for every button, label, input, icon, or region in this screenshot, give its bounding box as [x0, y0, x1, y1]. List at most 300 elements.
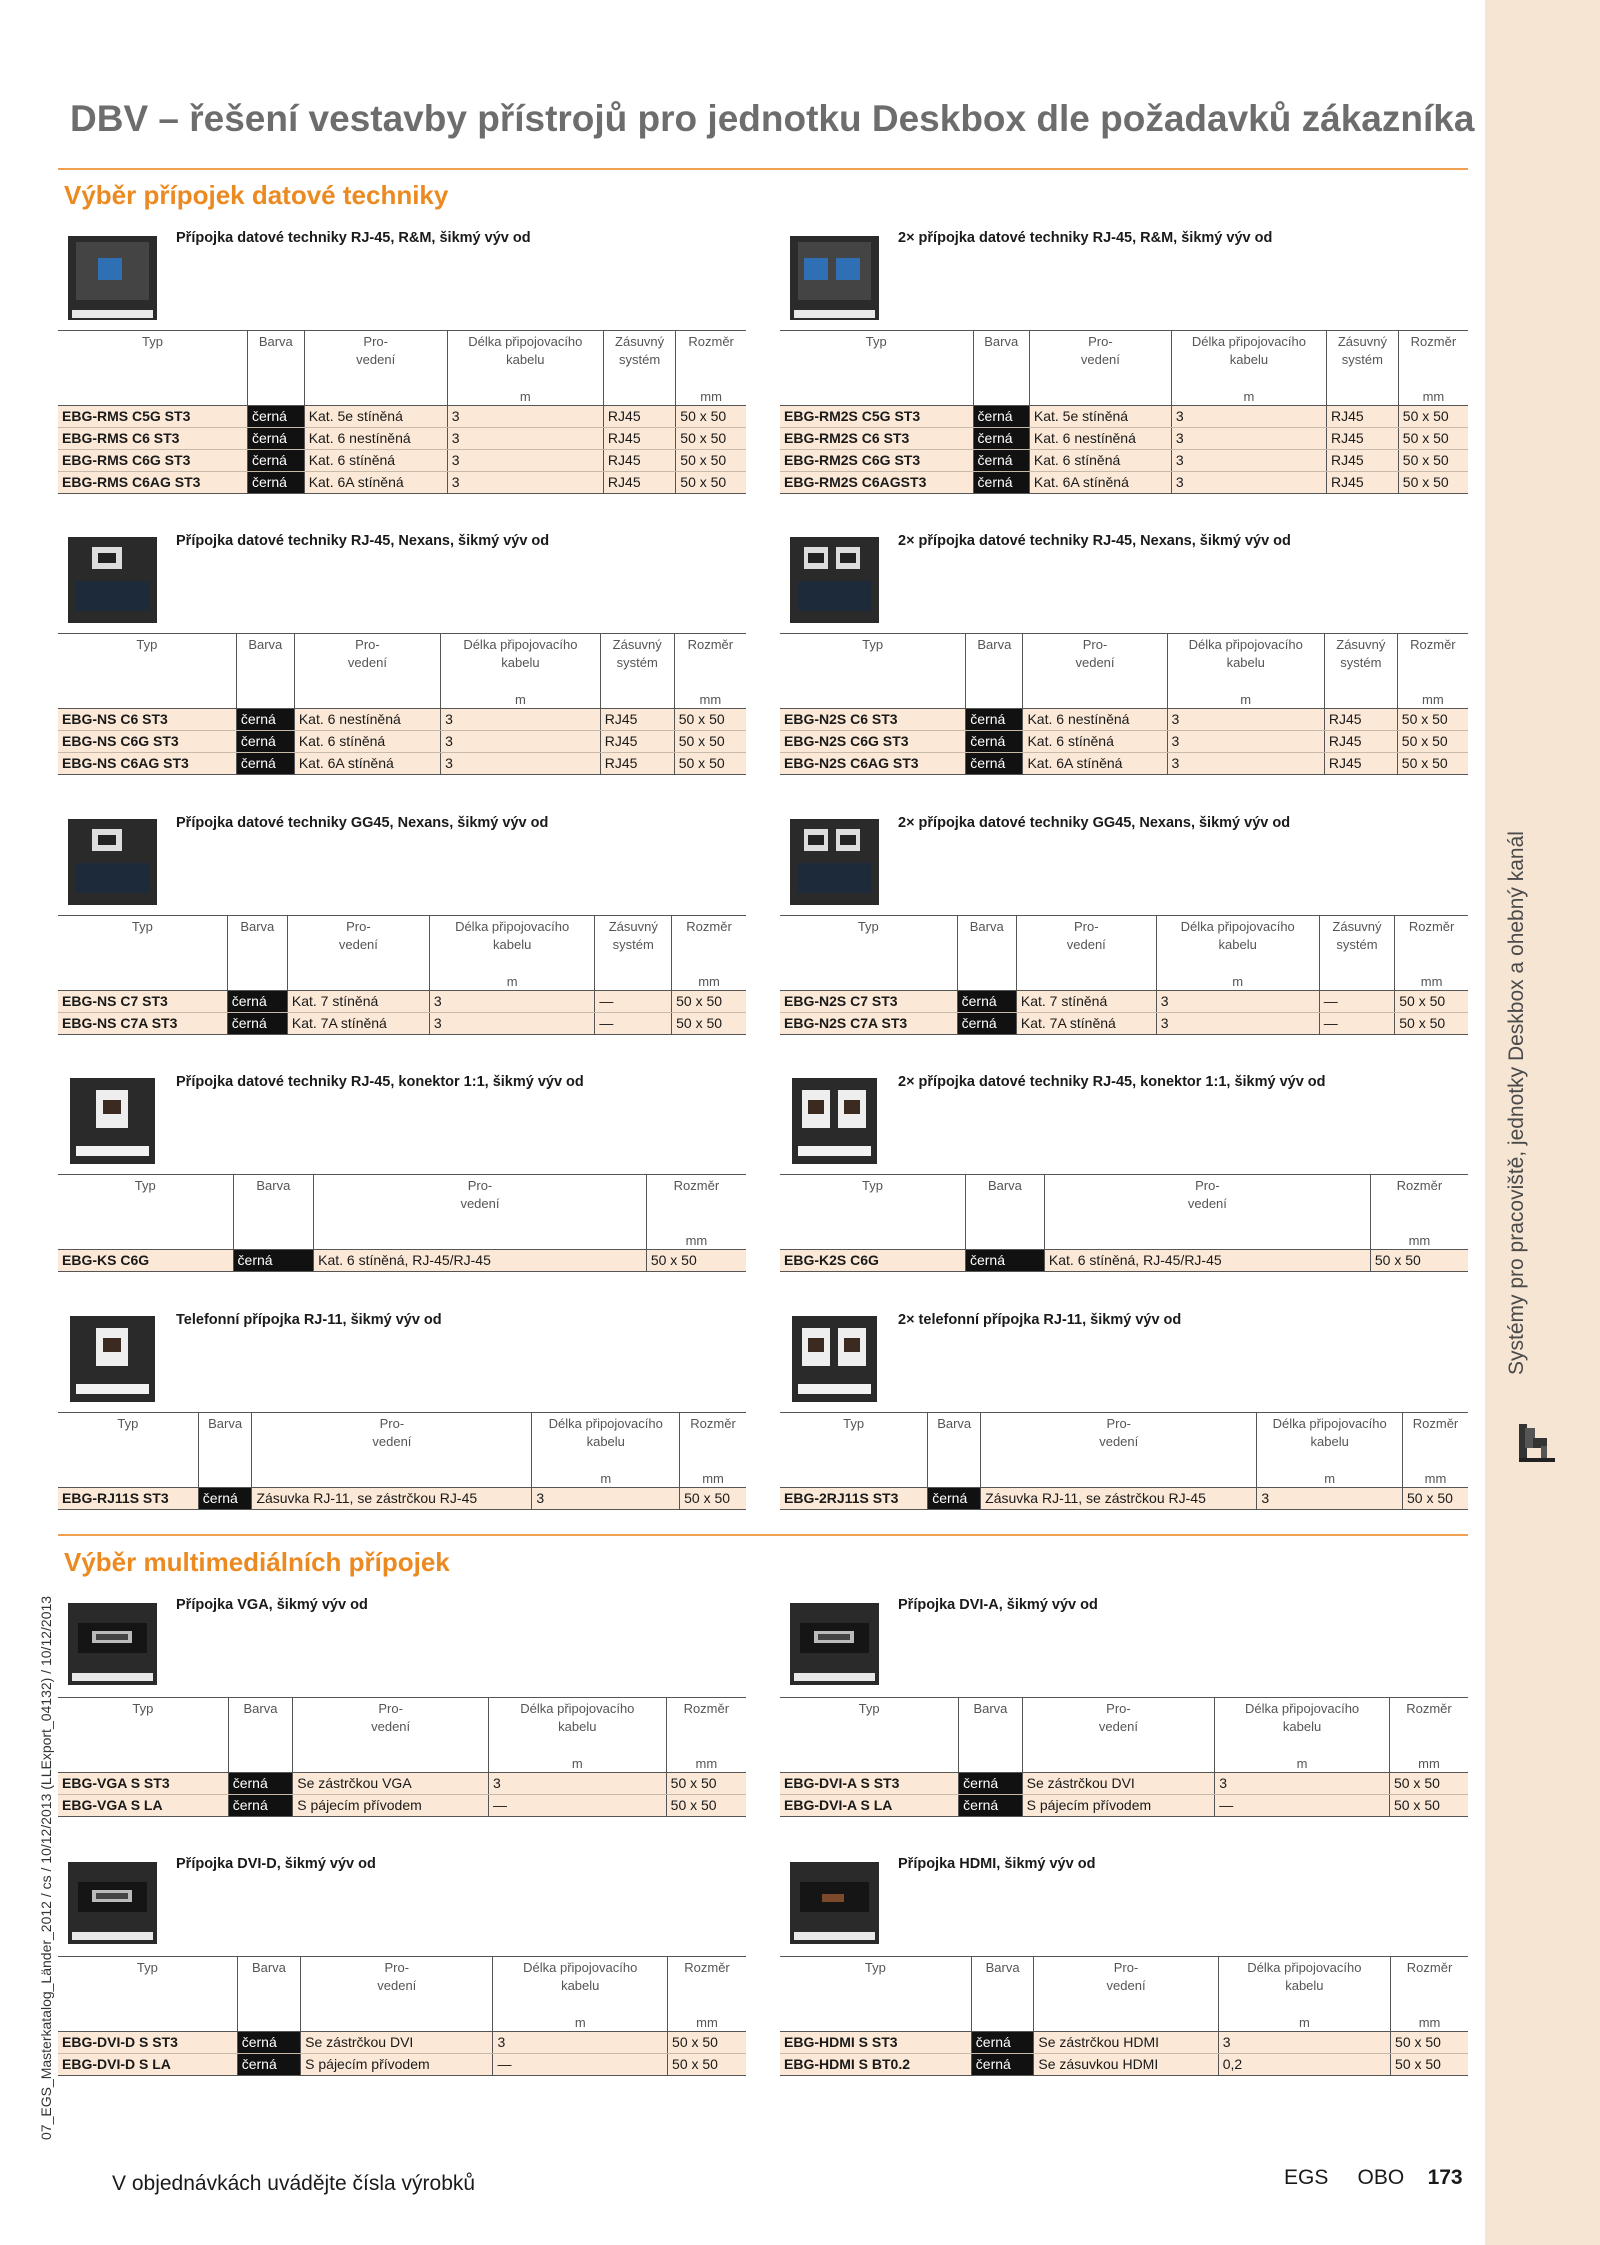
unit-cell [603, 387, 675, 406]
product-block-title: Přípojka datové techniky GG45, Nexans, šikmý výv od [176, 815, 549, 831]
table-cell: 50 x 50 [666, 1795, 746, 1817]
table-cell: Se zástrčkou HDMI [1034, 2032, 1218, 2054]
table-cell: RJ45 [1324, 753, 1397, 775]
table-cell: 3 [1167, 731, 1324, 753]
table-cell: černá [233, 1250, 314, 1272]
table-header-row [780, 634, 1468, 691]
column-header: Barva [966, 634, 1023, 691]
product-code: EBG-DVI-A S ST3 [780, 1773, 959, 1795]
product-block-title: Přípojka datové techniky RJ-45, konektor 1:1, šikmý výv od [176, 1074, 584, 1090]
product-code: EBG-N2S C6G ST3 [780, 731, 966, 753]
table-cell: Kat. 6 nestíněná [304, 428, 447, 450]
unit-cell: m [447, 387, 603, 406]
unit-cell [966, 690, 1023, 709]
gg45-nexans-double-icon [788, 815, 881, 908]
table-row [58, 1773, 746, 1795]
table-unit-row [58, 1469, 746, 1488]
unit-cell [600, 690, 674, 709]
table-cell: Se zástrčkou DVI [301, 2032, 493, 2054]
product-block-title: 2× telefonní přípojka RJ-11, šikmý výv od [898, 1312, 1182, 1328]
unit-cell: mm [1403, 1469, 1468, 1488]
print-metadata: 07_EGS_Masterkatalog_Länder_2012 / cs / 10/12/2013 (LLExport_04132) / 10/12/2013 [38, 1595, 54, 2140]
unit-cell [1326, 387, 1398, 406]
table-cell: černá [966, 709, 1023, 731]
table-row [58, 406, 746, 428]
product-code: EBG-DVI-A S LA [780, 1795, 959, 1817]
table-cell: Kat. 6A stíněná [1029, 472, 1171, 494]
table-cell: S pájecím přívodem [1022, 1795, 1215, 1817]
hdmi-icon [788, 1856, 881, 1949]
table-cell: 3 [1167, 709, 1324, 731]
table-cell: černá [236, 709, 294, 731]
table-cell: S pájecím přívodem [301, 2054, 493, 2076]
unit-cell [58, 1754, 228, 1773]
table-row [58, 1013, 746, 1035]
column-header: Typ [780, 331, 973, 388]
table-unit-row [780, 1469, 1468, 1488]
table-row [780, 2032, 1468, 2054]
table-unit-row [780, 690, 1468, 709]
product-block-title: Přípojka datové techniky RJ-45, R&M, šikmý výv od [176, 230, 531, 246]
table-cell: RJ45 [600, 753, 674, 775]
unit-cell [1044, 1231, 1370, 1250]
table-cell: RJ45 [603, 472, 675, 494]
product-block-title: Přípojka datové techniky RJ-45, Nexans, šikmý výv od [176, 533, 550, 549]
table-row [58, 2032, 746, 2054]
unit-cell [236, 690, 294, 709]
product-code: EBG-HDMI S BT0.2 [780, 2054, 971, 2076]
product-code: EBG-DVI-D S LA [58, 2054, 237, 2076]
unit-cell [233, 1231, 314, 1250]
table-row [780, 472, 1468, 494]
column-header: Pro- vedení [293, 1698, 489, 1755]
column-header: Typ [58, 634, 236, 691]
table-header-row [58, 1175, 746, 1232]
unit-cell [58, 1469, 198, 1488]
table-cell: 3 [1171, 450, 1326, 472]
table-cell: 50 x 50 [676, 406, 746, 428]
spec-table [58, 915, 746, 1035]
table-cell: Kat. 6A stíněná [1023, 753, 1167, 775]
table-cell: 3 [429, 991, 595, 1013]
table-cell: 50 x 50 [674, 753, 746, 775]
column-header: Typ [58, 916, 227, 973]
product-code: EBG-DVI-D S ST3 [58, 2032, 237, 2054]
table-cell: 50 x 50 [1370, 1250, 1468, 1272]
column-header: Typ [780, 1175, 965, 1232]
table-row [780, 1488, 1468, 1510]
footer-brand-egs: EGS [1284, 2166, 1329, 2189]
side-vertical-text: Systémy pro pracoviště, jednotky Deskbox a ohebný kanál [1505, 831, 1528, 1375]
column-header: Typ [58, 1413, 198, 1470]
product-code: EBG-RMS C6 ST3 [58, 428, 247, 450]
table-cell: černá [957, 991, 1016, 1013]
table-row [780, 2054, 1468, 2076]
column-header: Zásuvný systém [595, 916, 672, 973]
table-unit-row [780, 1754, 1468, 1773]
gg45-nexans-single-icon [66, 815, 159, 908]
table-cell: 50 x 50 [680, 1488, 746, 1510]
column-header: Délka připojovacího kabelu [1156, 916, 1319, 973]
table-cell: Kat. 6 nestíněná [1029, 428, 1171, 450]
table-cell: Kat. 6A stíněná [304, 472, 447, 494]
column-header: Barva [928, 1413, 981, 1470]
table-cell: 3 [1215, 1773, 1390, 1795]
table-row [780, 1250, 1468, 1272]
side-band [1485, 0, 1600, 2245]
column-header: Barva [971, 1957, 1034, 2014]
column-header: Typ [780, 634, 966, 691]
table-row [58, 1250, 746, 1272]
column-header: Pro- vedení [294, 634, 440, 691]
product-block-title: 2× přípojka datové techniky RJ-45, konektor 1:1, šikmý výv od [898, 1074, 1326, 1090]
table-header-row [58, 1957, 746, 2014]
table-cell: 3 [447, 472, 603, 494]
column-header: Barva [227, 916, 287, 973]
column-header: Rozměr [1395, 916, 1468, 973]
unit-cell [780, 1754, 959, 1773]
unit-cell [971, 2013, 1034, 2032]
unit-cell [1324, 690, 1397, 709]
table-cell: černá [973, 428, 1029, 450]
table-cell: černá [227, 1013, 287, 1035]
unit-cell [294, 690, 440, 709]
table-cell: 50 x 50 [672, 1013, 746, 1035]
column-header: Typ [780, 1957, 971, 2014]
product-code: EBG-RM2S C6AGST3 [780, 472, 973, 494]
column-header: Rozměr [1398, 331, 1468, 388]
table-cell: černá [247, 450, 304, 472]
rj11-double-icon [788, 1312, 881, 1405]
table-cell: 50 x 50 [1389, 1795, 1468, 1817]
table-cell: 3 [1171, 406, 1326, 428]
table-cell: 3 [1218, 2032, 1390, 2054]
section-rule [58, 1534, 1468, 1536]
table-cell: 50 x 50 [1397, 731, 1468, 753]
column-header: Pro- vedení [1044, 1175, 1370, 1232]
table-header-row [58, 1698, 746, 1755]
product-code: EBG-NS C6AG ST3 [58, 753, 236, 775]
table-row [58, 1795, 746, 1817]
product-code: EBG-NS C7A ST3 [58, 1013, 227, 1035]
unit-cell: m [1257, 1469, 1403, 1488]
unit-cell: m [429, 972, 595, 991]
unit-cell [287, 972, 429, 991]
table-cell: 3 [447, 406, 603, 428]
table-cell: 50 x 50 [676, 450, 746, 472]
product-block-title: 2× přípojka datové techniky RJ-45, R&M, šikmý výv od [898, 230, 1273, 246]
unit-cell [780, 387, 973, 406]
spec-table [780, 1412, 1468, 1510]
table-cell: Kat. 7A stíněná [1016, 1013, 1156, 1035]
table-cell: černá [971, 2032, 1034, 2054]
table-cell: černá [973, 450, 1029, 472]
product-code: EBG-NS C6G ST3 [58, 731, 236, 753]
table-cell: 50 x 50 [672, 991, 746, 1013]
table-cell: RJ45 [603, 406, 675, 428]
table-cell: RJ45 [600, 709, 674, 731]
table-cell: 50 x 50 [674, 709, 746, 731]
product-code: EBG-HDMI S ST3 [780, 2032, 971, 2054]
table-header-row [780, 331, 1468, 388]
column-header: Pro- vedení [1016, 916, 1156, 973]
column-header: Typ [780, 916, 957, 973]
column-header: Pro- vedení [1034, 1957, 1218, 2014]
footer-brand-obo: OBO [1357, 2166, 1405, 2189]
table-unit-row [780, 387, 1468, 406]
column-header: Rozměr [1397, 634, 1468, 691]
footer-brand [1284, 2166, 1463, 2190]
table-cell: Kat. 6 nestíněná [1023, 709, 1167, 731]
spec-table [780, 915, 1468, 1035]
column-header: Zásuvný systém [1324, 634, 1397, 691]
table-cell: RJ45 [600, 731, 674, 753]
table-cell: černá [973, 472, 1029, 494]
unit-cell [58, 972, 227, 991]
table-cell: 50 x 50 [646, 1250, 746, 1272]
table-cell: 3 [1156, 991, 1319, 1013]
unit-cell: m [1156, 972, 1319, 991]
product-code: EBG-RM2S C6 ST3 [780, 428, 973, 450]
column-header: Rozměr [1403, 1413, 1468, 1470]
table-cell: černá [247, 406, 304, 428]
table-cell: černá [237, 2032, 300, 2054]
spec-table [58, 1174, 746, 1272]
unit-cell [198, 1469, 252, 1488]
table-cell: — [1319, 1013, 1395, 1035]
column-header: Pro- vedení [1029, 331, 1171, 388]
table-cell: 3 [1171, 428, 1326, 450]
table-row [780, 406, 1468, 428]
table-cell: — [1215, 1795, 1390, 1817]
table-cell: černá [965, 1250, 1044, 1272]
product-block-title: Přípojka HDMI, šikmý výv od [898, 1856, 1096, 1872]
table-cell: RJ45 [1326, 450, 1398, 472]
table-cell: Kat. 6 stíněná [294, 731, 440, 753]
product-code: EBG-N2S C7 ST3 [780, 991, 957, 1013]
spec-table [58, 330, 746, 494]
table-cell: 50 x 50 [1397, 709, 1468, 731]
unit-cell: m [1171, 387, 1326, 406]
spec-table [58, 1956, 746, 2076]
unit-cell [780, 2013, 971, 2032]
table-unit-row [58, 387, 746, 406]
vga-icon [66, 1597, 159, 1690]
table-cell: — [595, 991, 672, 1013]
unit-cell [58, 690, 236, 709]
unit-cell [228, 1754, 293, 1773]
product-block-title: Telefonní přípojka RJ-11, šikmý výv od [176, 1312, 442, 1328]
unit-cell: mm [680, 1469, 746, 1488]
table-row [58, 991, 746, 1013]
unit-cell [58, 387, 247, 406]
column-header: Pro- vedení [304, 331, 447, 388]
table-unit-row [58, 2013, 746, 2032]
rj45-nexans-double-icon [788, 533, 881, 626]
table-cell: 50 x 50 [1391, 2032, 1468, 2054]
column-header: Délka připojovacího kabelu [429, 916, 595, 973]
table-cell: Se zástrčkou DVI [1022, 1773, 1215, 1795]
table-cell: 50 x 50 [668, 2054, 746, 2076]
product-code: EBG-RMS C5G ST3 [58, 406, 247, 428]
column-header: Typ [58, 331, 247, 388]
unit-cell [237, 2013, 300, 2032]
column-header: Rozměr [676, 331, 746, 388]
table-row [780, 1013, 1468, 1035]
rj45-rm-single-icon [66, 230, 159, 323]
column-header: Délka připojovacího kabelu [493, 1957, 668, 2014]
table-cell: 3 [1167, 753, 1324, 775]
product-block-title: 2× přípojka datové techniky GG45, Nexans, šikmý výv od [898, 815, 1291, 831]
unit-cell [965, 1231, 1044, 1250]
table-cell: 50 x 50 [1395, 991, 1468, 1013]
unit-cell: mm [1397, 690, 1468, 709]
table-cell: Zásuvka RJ-11, se zástrčkou RJ-45 [252, 1488, 532, 1510]
column-header: Délka připojovacího kabelu [1171, 331, 1326, 388]
spec-table [780, 330, 1468, 494]
unit-cell: m [441, 690, 601, 709]
unit-cell [981, 1469, 1257, 1488]
page-title: DBV – řešení vestavby přístrojů pro jednotku Deskbox dle požadavků zákazníka [70, 98, 1475, 139]
unit-cell: mm [676, 387, 746, 406]
table-cell: 3 [489, 1773, 667, 1795]
table-cell: Kat. 5e stíněná [304, 406, 447, 428]
table-header-row [58, 1413, 746, 1470]
column-header: Barva [973, 331, 1029, 388]
unit-cell [1029, 387, 1171, 406]
unit-cell [304, 387, 447, 406]
table-cell: černá [237, 2054, 300, 2076]
unit-cell [928, 1469, 981, 1488]
column-header: Pro- vedení [1023, 634, 1167, 691]
rj45-coupler-double-icon [788, 1074, 881, 1167]
rj45-coupler-single-icon [66, 1074, 159, 1167]
table-cell: RJ45 [1326, 472, 1398, 494]
table-cell: 3 [441, 753, 601, 775]
table-cell: černá [959, 1795, 1023, 1817]
column-header: Délka připojovacího kabelu [532, 1413, 680, 1470]
column-header: Typ [780, 1413, 928, 1470]
table-row [58, 753, 746, 775]
table-cell: RJ45 [1324, 731, 1397, 753]
unit-cell: mm [1395, 972, 1468, 991]
unit-cell: mm [646, 1231, 746, 1250]
column-header: Rozměr [668, 1957, 746, 2014]
table-cell: 3 [532, 1488, 680, 1510]
column-header: Zásuvný systém [1319, 916, 1395, 973]
unit-cell [247, 387, 304, 406]
rj45-nexans-single-icon [66, 533, 159, 626]
table-cell: 50 x 50 [1389, 1773, 1468, 1795]
rj11-single-icon [66, 1312, 159, 1405]
section-title-data: Výběr přípojek datové techniky [64, 180, 449, 210]
table-cell: Kat. 5e stíněná [1029, 406, 1171, 428]
product-code: EBG-VGA S LA [58, 1795, 228, 1817]
spec-table [58, 633, 746, 775]
table-cell: S pájecím přívodem [293, 1795, 489, 1817]
product-code: EBG-KS C6G [58, 1250, 233, 1272]
footer-note: V objednávkách uvádějte čísla výrobků [112, 2172, 476, 2195]
table-cell: Kat. 6 nestíněná [294, 709, 440, 731]
page-number: 173 [1427, 2166, 1463, 2189]
column-header: Rozměr [1391, 1957, 1468, 2014]
unit-cell [780, 1231, 965, 1250]
table-cell: — [1319, 991, 1395, 1013]
table-row [780, 753, 1468, 775]
table-unit-row [780, 972, 1468, 991]
table-row [780, 991, 1468, 1013]
column-header: Rozměr [1370, 1175, 1468, 1232]
column-header: Barva [236, 634, 294, 691]
unit-cell: m [489, 1754, 667, 1773]
column-header: Typ [780, 1698, 959, 1755]
table-row [780, 709, 1468, 731]
column-header: Barva [965, 1175, 1044, 1232]
table-cell: černá [959, 1773, 1023, 1795]
table-cell: 50 x 50 [666, 1773, 746, 1795]
table-unit-row [58, 1754, 746, 1773]
table-cell: 3 [1171, 472, 1326, 494]
table-unit-row [58, 690, 746, 709]
table-cell: Kat. 6 stíněná [1029, 450, 1171, 472]
column-header: Délka připojovacího kabelu [447, 331, 603, 388]
table-cell: 50 x 50 [668, 2032, 746, 2054]
table-cell: černá [227, 991, 287, 1013]
column-header: Typ [58, 1698, 228, 1755]
rj45-rm-double-icon [788, 230, 881, 323]
unit-cell: mm [1398, 387, 1468, 406]
table-cell: černá [247, 428, 304, 450]
unit-cell: m [493, 2013, 668, 2032]
table-cell: černá [973, 406, 1029, 428]
table-cell: — [493, 2054, 668, 2076]
column-header: Pro- vedení [314, 1175, 647, 1232]
product-code: EBG-N2S C6AG ST3 [780, 753, 966, 775]
table-row [780, 1773, 1468, 1795]
table-unit-row [780, 2013, 1468, 2032]
table-cell: 50 x 50 [1391, 2054, 1468, 2076]
unit-cell [1319, 972, 1395, 991]
table-cell: černá [198, 1488, 252, 1510]
table-cell: 50 x 50 [1397, 753, 1468, 775]
unit-cell [252, 1469, 532, 1488]
table-cell: Kat. 6 stíněná, RJ-45/RJ-45 [314, 1250, 647, 1272]
column-header: Rozměr [680, 1413, 746, 1470]
table-unit-row [58, 1231, 746, 1250]
unit-cell: mm [674, 690, 746, 709]
product-code: EBG-RMS C6G ST3 [58, 450, 247, 472]
unit-cell [780, 690, 966, 709]
unit-cell [1016, 972, 1156, 991]
table-cell: Kat. 6 stíněná [304, 450, 447, 472]
table-cell: 3 [447, 428, 603, 450]
table-cell: 50 x 50 [1398, 450, 1468, 472]
product-code: EBG-RJ11S ST3 [58, 1488, 198, 1510]
table-cell: 50 x 50 [1403, 1488, 1468, 1510]
table-cell: Se zástrčkou VGA [293, 1773, 489, 1795]
column-header: Barva [957, 916, 1016, 973]
unit-cell [227, 972, 287, 991]
column-header: Délka připojovacího kabelu [489, 1698, 667, 1755]
title-rule [58, 168, 1468, 170]
table-row [58, 450, 746, 472]
table-unit-row [58, 972, 746, 991]
product-code: EBG-RM2S C6G ST3 [780, 450, 973, 472]
unit-cell [58, 2013, 237, 2032]
table-cell: Kat. 7A stíněná [287, 1013, 429, 1035]
table-header-row [780, 1957, 1468, 2014]
table-header-row [58, 916, 746, 973]
